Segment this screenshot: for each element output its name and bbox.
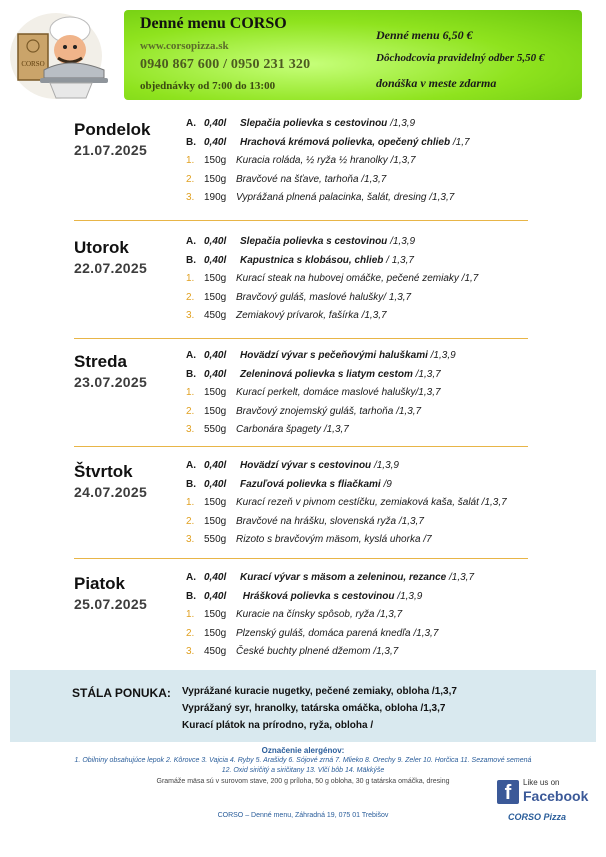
item-key: 2. xyxy=(186,291,195,303)
day-name: Štvrtok xyxy=(74,462,133,481)
item-key: 2. xyxy=(186,515,195,527)
item-description: Kuracie na čínsky spôsob, ryža xyxy=(236,609,375,620)
day-separator xyxy=(74,446,528,447)
standing-offer-item: Kurací plátok na prírodno, ryža, obloha / xyxy=(182,720,374,731)
item-description: Zemiakový prívarok, fašírka xyxy=(236,310,359,321)
facebook-label: Facebook xyxy=(523,788,589,804)
facebook-icon: f xyxy=(497,780,519,804)
day-separator xyxy=(74,338,528,339)
item-quantity: 550g xyxy=(204,534,227,545)
soup-item xyxy=(186,236,415,247)
item-key: 1. xyxy=(186,155,195,166)
corso-chef-logo xyxy=(8,8,120,100)
item-description: Kurací perkelt, domáce maslové halušky xyxy=(236,387,416,398)
standing-offer-box xyxy=(10,670,596,742)
item-key: 2. xyxy=(186,627,195,639)
item-description: Hovädzí vývar s pečeňovými haluškami xyxy=(240,350,428,361)
item-quantity: 550g xyxy=(204,424,227,435)
main-dish-item xyxy=(186,646,398,657)
item-key: B. xyxy=(186,136,196,148)
item-quantity: 0,40l xyxy=(204,460,227,471)
item-allergens: /1,3,9 xyxy=(387,236,416,247)
item-quantity: 150g xyxy=(204,405,227,417)
main-dish-item xyxy=(186,609,402,620)
item-description: Hovädzí vývar s cestovinou xyxy=(240,460,372,471)
item-allergens: /1,3,7 xyxy=(393,405,422,417)
item-description: Zeleninová polievka s liatym cestom xyxy=(240,368,413,380)
item-quantity: 450g xyxy=(204,310,227,321)
brand-name: CORSO Pizza xyxy=(508,812,567,822)
item-description: Hrášková polievka s cestovinou xyxy=(240,590,395,602)
phone-numbers: 0940 867 600 / 0950 231 320 xyxy=(140,57,311,72)
delivery-note: donáška v meste zdarma xyxy=(376,76,497,90)
item-key: B. xyxy=(186,368,196,380)
item-description: Bravčový guláš, maslové halušky xyxy=(236,291,384,303)
day-name: Pondelok xyxy=(74,120,151,139)
main-dish-item xyxy=(186,424,349,435)
main-dish-item xyxy=(186,387,441,398)
day-date: 24.07.2025 xyxy=(74,484,148,500)
facebook-like-button[interactable] xyxy=(497,778,589,808)
item-allergens: /1,7 xyxy=(458,273,479,284)
pension-price: Dôchodcovia pravidelný odber 5,50 € xyxy=(376,52,545,64)
website-link[interactable]: www.corsopizza.sk xyxy=(140,40,229,52)
item-key: A. xyxy=(186,350,196,361)
day-date: 22.07.2025 xyxy=(74,260,148,276)
item-allergens: /1,3,7 xyxy=(358,310,387,321)
item-quantity: 0,40l xyxy=(204,572,227,583)
item-description: Slepačia polievka s cestovinou xyxy=(240,118,388,129)
soup-item xyxy=(186,369,441,380)
item-description: Fazuľová polievka s fliačkami xyxy=(240,478,381,490)
item-allergens: /1,3,9 xyxy=(394,590,423,602)
item-quantity: 190g xyxy=(204,192,227,203)
item-quantity: 150g xyxy=(204,387,227,398)
soup-item xyxy=(186,479,392,490)
item-quantity: 0,40l xyxy=(204,236,227,247)
standing-offer-item: Vyprážaný syr, hranolky, tatárska omáčka, obloha /1,3,7 xyxy=(182,703,446,714)
item-allergens: /1,3,7 xyxy=(396,515,424,527)
header-banner xyxy=(124,10,582,100)
main-dish-item xyxy=(186,497,507,508)
item-key: B. xyxy=(186,254,196,266)
item-allergens: / 1,3,7 xyxy=(383,291,412,303)
day-date: 25.07.2025 xyxy=(74,596,148,612)
item-description: Kuracia roláda, ½ ryža ½ hranolky xyxy=(236,155,388,166)
item-key: 1. xyxy=(186,497,195,508)
allergens-title: Označenie alergénov: xyxy=(261,746,345,755)
item-quantity: 0,40l xyxy=(204,368,227,380)
item-description: Hrachová krémová polievka, opečený chlieb xyxy=(240,136,451,148)
item-allergens: /1,3,7 xyxy=(410,627,439,639)
item-allergens: /1,3,7 xyxy=(321,424,349,435)
item-quantity: 0,40l xyxy=(204,118,227,129)
item-quantity: 0,40l xyxy=(204,350,227,361)
item-quantity: 150g xyxy=(204,515,227,527)
item-key: 1. xyxy=(186,273,195,284)
item-key: 3. xyxy=(186,534,195,545)
item-allergens: /1,3,7 xyxy=(426,192,455,203)
soup-item xyxy=(186,460,399,471)
item-description: Vyprážaná plnená palacinka, šalát, dresing xyxy=(236,192,427,203)
main-dish-item xyxy=(186,516,424,527)
main-dish-item xyxy=(186,406,421,417)
soup-item xyxy=(186,572,474,583)
day-name: Utorok xyxy=(74,238,129,257)
day-date: 21.07.2025 xyxy=(74,142,148,158)
soup-item xyxy=(186,255,414,266)
facebook-like-label: Like us on xyxy=(523,778,560,787)
soup-item xyxy=(186,137,470,148)
item-key: 2. xyxy=(186,405,195,417)
item-description: Plzenský guláš, domáca parená knedľa xyxy=(236,627,411,639)
day-separator xyxy=(74,220,528,221)
allergens-list-1: 1. Obilniny obsahujúce lepok 2. Kôrovce 3. Vajcia 4. Ryby 5. Arašidy 6. Sójové zrná 7. Mlieko 8. Orechy 9. Zeler 10. Horčica 11. Sezamové semená xyxy=(74,757,532,764)
item-key: 3. xyxy=(186,646,195,657)
item-quantity: 0,40l xyxy=(204,254,227,266)
day-name: Piatok xyxy=(74,574,126,593)
item-key: B. xyxy=(186,478,196,490)
item-quantity: 0,40l xyxy=(204,590,227,602)
item-quantity: 150g xyxy=(204,155,227,166)
menu-title: Denné menu CORSO xyxy=(140,15,287,32)
item-key: 1. xyxy=(186,387,195,398)
item-allergens: /1,3,7 xyxy=(358,173,387,185)
main-dish-item xyxy=(186,273,478,284)
item-description: Bravčové na šťave, tarhoňa xyxy=(236,173,359,185)
main-dish-item xyxy=(186,534,432,545)
allergens-list-2: 12. Oxid siričitý a siričitany 13. Vlčí bôb 14. Mäkkýše xyxy=(221,767,385,774)
item-key: A. xyxy=(186,236,196,247)
item-description: Kapustnica s klobásou, chlieb xyxy=(240,254,384,266)
main-dish-item xyxy=(186,292,411,303)
item-allergens: /1,3,9 xyxy=(427,350,456,361)
item-allergens: / 1,3,7 xyxy=(383,254,414,266)
item-allergens: /1,3,9 xyxy=(387,118,416,129)
soup-item xyxy=(186,591,422,602)
item-allergens: /1,3,7 xyxy=(370,646,399,657)
item-key: A. xyxy=(186,118,196,129)
menu-price: Denné menu 6,50 € xyxy=(376,28,473,42)
item-key: 3. xyxy=(186,424,195,435)
item-description: Kurací steak na hubovej omáčke, pečené zemiaky xyxy=(236,273,459,284)
item-description: Kurací vývar s mäsom a zeleninou, rezance xyxy=(240,572,447,583)
main-dish-item xyxy=(186,174,386,185)
item-key: 3. xyxy=(186,192,195,203)
item-description: Kurací rezeň v pivnom cestíčku, zemiaková kaša, šalát xyxy=(236,497,479,508)
item-description: České buchty plnené džemom xyxy=(236,646,371,657)
item-description: Slepačia polievka s cestovinou xyxy=(240,236,388,247)
item-quantity: 150g xyxy=(204,273,227,284)
item-quantity: 150g xyxy=(204,627,227,639)
item-allergens: /1,3,9 xyxy=(371,460,399,471)
item-quantity: 150g xyxy=(204,497,227,508)
item-quantity: 0,40l xyxy=(204,136,227,148)
item-key: B. xyxy=(186,590,196,602)
item-quantity: 0,40l xyxy=(204,478,227,490)
main-dish-item xyxy=(186,155,416,166)
item-allergens: /1,3,7 xyxy=(387,155,416,166)
standing-offer-label: STÁLA PONUKA: xyxy=(72,686,171,700)
day-separator xyxy=(74,558,528,559)
item-description: Carbonára špagety xyxy=(236,424,322,435)
order-hours: objednávky od 7:00 do 13:00 xyxy=(140,80,276,92)
item-key: A. xyxy=(186,460,196,471)
standing-offer-item: Vyprážané kuracie nugetky, pečené zemiaky, obloha /1,3,7 xyxy=(182,686,457,697)
day-date: 23.07.2025 xyxy=(74,374,148,390)
address-line: CORSO – Denné menu, Záhradná 19, 075 01 Trebišov xyxy=(217,812,389,819)
item-allergens: /1,3,7 xyxy=(415,387,441,398)
item-description: Bravčový znojemský guláš, tarhoňa xyxy=(236,405,394,417)
item-key: 3. xyxy=(186,310,195,321)
item-allergens: /1,3,7 xyxy=(374,609,403,620)
item-allergens: /1,3,7 xyxy=(478,497,507,508)
item-description: Bravčové na hrášku, slovenská ryža xyxy=(236,515,397,527)
item-quantity: 450g xyxy=(204,646,227,657)
item-key: 1. xyxy=(186,609,195,620)
item-allergens: /9 xyxy=(380,478,392,490)
main-dish-item xyxy=(186,310,387,321)
day-name: Streda xyxy=(74,352,127,371)
item-allergens: /1,7 xyxy=(450,136,470,148)
item-key: A. xyxy=(186,572,196,583)
item-quantity: 150g xyxy=(204,291,227,303)
item-key: 2. xyxy=(186,173,195,185)
main-dish-item xyxy=(186,628,438,639)
soup-item xyxy=(186,118,415,129)
item-quantity: 150g xyxy=(204,173,227,185)
item-quantity: 150g xyxy=(204,609,227,620)
item-allergens: /7 xyxy=(420,534,432,545)
logo-text: CORSO xyxy=(21,60,45,68)
item-allergens: /1,3,7 xyxy=(446,572,475,583)
item-allergens: /1,3,7 xyxy=(412,368,441,380)
item-description: Rizoto s bravčovým mäsom, kyslá uhorka xyxy=(236,534,421,545)
weights-note: Gramáže mäsa sú v surovom stave, 200 g príloha, 50 g obloha, 30 g tatárska omáčka, dresing xyxy=(156,778,450,785)
main-dish-item xyxy=(186,192,454,203)
soup-item xyxy=(186,350,456,361)
